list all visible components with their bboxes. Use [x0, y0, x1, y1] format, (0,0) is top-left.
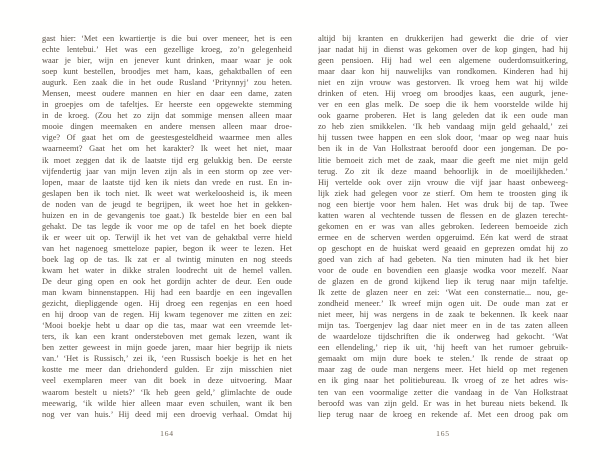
text-line: gast hier: ‘Met een kwartiertje is die bui over meneer, het is een	[42, 34, 292, 43]
text-line: Hij vertelde ook over zijn vrouw die vijf jaar haast onbeweeg-	[318, 177, 568, 187]
page-left-number: 164	[160, 428, 174, 438]
text-line: ermee en de scherven werden opgeruimd. Eén kat werd de straat	[318, 232, 568, 242]
text-line: niet en zijn vrouw was gestorven. Ik vroeg hem wat hij wilde	[318, 78, 568, 88]
text-line: maar daar kon hij nauwelijks van rondkomen. Kinderen had hij	[318, 67, 568, 77]
text-line: niet meer, hij was nergens in de zaak te bekennen. Ik keek naar	[318, 310, 568, 320]
text-line: zo heb zien smikkelen. ‘Ik heb vandaag mijn geld gehaald,’ zei	[318, 122, 568, 132]
text-line: voor de oude en bovendien een glaasje wodka voor mezelf. Naar	[318, 265, 568, 275]
text-line: mijn tas. Toergenjev lag daar niet meer en in de tas zaten alleen	[318, 321, 568, 331]
text-line: mooie dingen meemaken en andere mensen alleen maar droe-	[42, 122, 292, 132]
text-line: litie bemoeit zich met de zaak, maar die geeft me niet mijn geld	[318, 155, 568, 165]
text-line: een ellendeling,’ riep ik uit, ‘hij heeft van het rumoer gebruik-	[318, 343, 568, 353]
page-left-text	[42, 33, 292, 420]
text-line: vige? Of gaat het om de geestesgesteldheid waarmee men alles	[42, 133, 292, 143]
page-right-number: 165	[436, 428, 450, 438]
text-line: Mensen, meest oudere mannen en hier en daar een dame, zaten	[42, 89, 292, 99]
text-line: maar zag de oude man nergens meer. Het hield op met regenen	[318, 365, 568, 375]
text-line: de noden van de jeugd te begrijpen, ik weet hoe het in gekken-	[42, 199, 292, 209]
page-right-text	[318, 33, 568, 420]
text-line: ben ik in de Van Holkstraat beroofd door een jongeman. De po-	[318, 144, 568, 154]
text-line: lopen, maar de laatste tijd ken ik niets dan vrede en rust. En in-	[42, 177, 292, 187]
text-line: nog ver van huis.’ Hij deed mij een droevig verhaal. Omdat hij	[42, 409, 292, 419]
text-line: en hij droop van de regen. Hij kwam tegenover me zitten en zei:	[42, 310, 292, 320]
text-line: vijfendertig jaar van mijn leven zijn als in een storm op zee ver-	[42, 166, 292, 176]
text-line: De deur ging open en ook het gordijn achter de deur. Een oude	[42, 277, 292, 287]
text-line: meewarig, ‘ik wilde hier alleen maar even schuilen, want ik ben	[42, 398, 292, 408]
text-line: waar je bier, wijn en jenever kunt drinken, maar waar je ook	[42, 56, 292, 66]
text-line: ‘Mooi boekje hebt u daar op die tas, maar wat een vreemde let-	[42, 321, 292, 331]
text-line: kostte me meer dan driehonderd gulden. Er zijn misschien niet	[42, 365, 292, 375]
text-line: man kwam binnenstappen. Hij had een baardje en een ingevallen	[42, 288, 292, 298]
text-line: ten van een voormalige zetter die vandaag in de Van Holkstraat	[318, 387, 568, 397]
text-line: ik moet zeggen dat ik de laatste tijd erg gelukkig ben. De eerste	[42, 155, 292, 165]
text-line: katten waren al vechtende tussen de flessen en de glazen terecht-	[318, 210, 568, 220]
text-line: nog een biertje voor hem halen. Het was druk bij de tap. Twee	[318, 199, 568, 209]
page-left	[42, 33, 292, 438]
text-line: waarneemt? Gaat het om het karakter? Ik weet het niet, maar	[42, 144, 292, 154]
text-line: geslapen ben ik toch niet. Ik weet wat werkeloosheid is, ik meen	[42, 188, 292, 198]
text-line: lijk ziek had gelegen voor ze stierf. Om hem te troosten ging ik	[318, 188, 568, 198]
text-line: echte lentebui.’ Het was een gezellige kroeg, zo’n gelegenheid	[42, 45, 292, 55]
text-line: in groepjes om de tafeltjes. Er heerste een opgewekte stemming	[42, 100, 292, 110]
text-line: waarom bestelt u niets?’ ‘Ik heb geen geld,’ glimlachte de oude	[42, 387, 292, 397]
text-line: de waardeloze tijdschriften die ik onderweg had gekocht. ‘Wat	[318, 332, 568, 342]
text-line: in de kroeg. (Zou het zo zijn dat sommige mensen alleen maar	[42, 111, 292, 121]
page-right	[318, 33, 568, 438]
text-line: en ik ging naar het politiebureau. Ik vroeg of ze het adres wis-	[318, 376, 568, 386]
text-line: op geschopt en de huiskat werd geaaid en geprezen omdat hij zo	[318, 243, 568, 253]
text-line: van.’ ‘Het is Russisch,’ zei ik, ‘een Russisch boekje is het en het	[42, 354, 292, 364]
text-line: gezicht, diepliggende ogen. Hij droeg een regenjas en een hoed	[42, 299, 292, 309]
text-line: geen pensioen. Hij had wel een algemene ouderdomsuitkering,	[318, 56, 568, 66]
text-line: terug. Zo zit ik deze maand behoorlijk in de moeilijkheden.’	[318, 166, 568, 176]
text-line: ver en een glas melk. De soep die ik hem voorstelde wilde hij	[318, 100, 568, 110]
text-line: ik er weer uit op. Terwijl ik het vet van de gehaktbal verre hield	[42, 232, 292, 242]
text-line: ook gaarne proberen. Het is lang geleden dat ik een oude man	[318, 111, 568, 121]
text-line: augurk. Een zaak die in het oude Rusland ‘Pritynnyj’ zou heten.	[42, 78, 292, 88]
text-line: zondheid meneer.’ Ik wreef mijn ogen uit. De oude man zat er	[318, 299, 568, 309]
text-line: ben zetter geweest in mijn goede jaren, maar hier begrijp ik niets	[42, 343, 292, 353]
text-line: Ik zette de glazen neer en zei: ‘Wat een consternatie... nou, ge-	[318, 288, 568, 298]
text-line: soep kunt bestellen, broodjes met ham, kaas, gehaktballen of een	[42, 67, 292, 77]
text-line: liep terug naar de kroeg en rekende af. Met een droog pak om	[318, 409, 568, 419]
text-line: veel exemplaren meer van dit boek in deze uitvoering. Maar	[42, 376, 292, 386]
text-line: boek lag op de tas. Ik zat er al twintig minuten en nog steeds	[42, 254, 292, 264]
text-line: kwam het water in dikke stralen loodrecht uit de hemel vallen.	[42, 265, 292, 275]
text-line: hij tussen twee happen en een slok door, ‘maar op weg naar huis	[318, 133, 568, 143]
text-line: goed van zich af had gebeten. Na tien minuten had ik het bier	[318, 254, 568, 264]
text-line: beroofd was van zijn geld. Er was in het bureau niets bekend. Ik	[318, 398, 568, 408]
text-line: gehakt. De tas legde ik voor me op de tafel en het boek diepte	[42, 221, 292, 231]
text-line: altijd bij kranten en drukkerijen had gewerkt die drie of vier	[318, 34, 568, 43]
text-line: de glazen en de grond kijkend liep ik terug naar mijn tafeltje.	[318, 277, 568, 287]
text-line: drinken of eten. Hij vroeg om broodjes kaas, een augurk, jene-	[318, 89, 568, 99]
text-line: van het nagenoeg smetteloze papier, begon ik weer te lezen. Het	[42, 243, 292, 253]
text-line: gemaakt om mijn dure boek te stelen.’ Ik rende de straat op	[318, 354, 568, 364]
text-line: ters, ik kan een krant ondersteboven met gemak lezen, want ik	[42, 332, 292, 342]
text-line: gekomen en er was van alles gebroken. Iedereen bemoeide zich	[318, 221, 568, 231]
text-line: huizen en in de gevangenis toe gaat.) Ik bestelde bier en een bal	[42, 210, 292, 220]
text-line: jaar nadat hij in dienst was gekomen over de kop gingen, had hij	[318, 45, 568, 55]
